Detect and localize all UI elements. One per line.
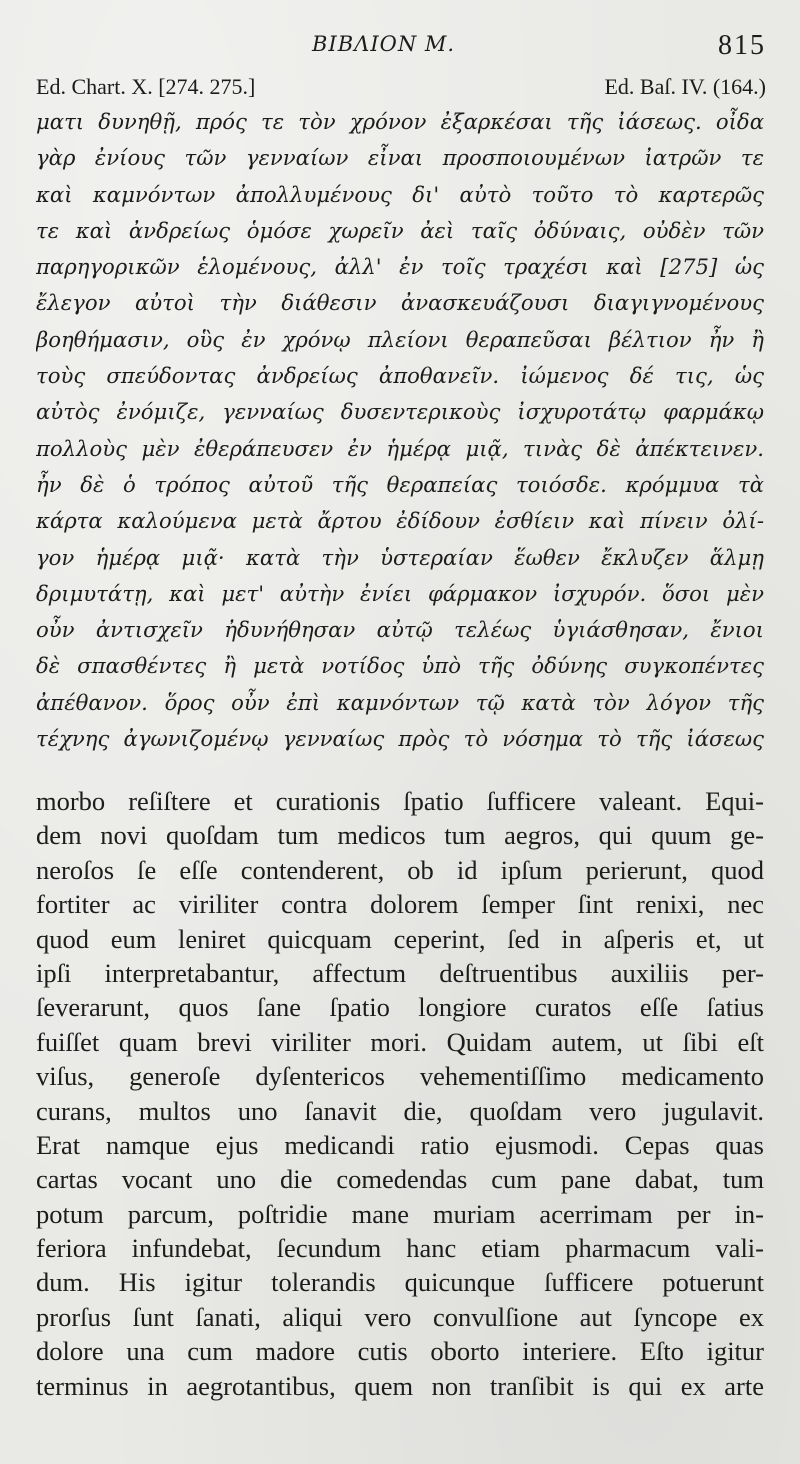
latin-line: dolore una cum madore cutis oborto interiere. Eſto igitur [36,1336,764,1367]
greek-line: ματι δυνηθῇ, πρός τε τὸν χρόνον ἐξαρκέσαι τῆς ἰάσεως. οἶδα [36,109,764,134]
greek-text-block [36,104,764,757]
greek-line: κάρτα καλούμενα μετὰ ἄρτου ἐδίδουν ἐσθίειν καὶ πίνειν ὀλί- [36,508,764,534]
greek-line: βοηθήμασιν, οὓς ἐν χρόνῳ πλείονι θεραπεῦσαι βέλτιον ἦν ἢ [36,326,764,352]
latin-line: viſus, generoſe dyſentericos vehementiſſimo medicamento [36,1061,764,1092]
latin-line: potum parcum, poſtridie mane muriam acerrimam per in- [36,1198,764,1229]
greek-line: ἀπέθανον. ὅρος οὖν ἐπὶ καμνόντων τῷ κατὰ τὸν λόγον τῆς [36,689,764,715]
latin-line: terminus in aegrotantibus, quem non tranſibit is qui ex arte [36,1370,764,1401]
greek-line: γον ἡμέρᾳ μιᾷ· κατὰ τὴν ὑστεραίαν ἕωθεν ἔκλυζεν ἅλμῃ [36,544,764,570]
greek-line: καὶ καμνόντων ἀπολλυμένους δι' αὐτὸ τοῦτο τὸ καρτερῶς [36,181,764,207]
latin-line: dem novi quoſdam tum medicos tum aegros, qui quum ge- [36,820,764,851]
greek-line: αὐτὸς ἐνόμιζε, γενναίως δυσεντερικοὺς ἰσχυροτάτῳ φαρμάκῳ [36,399,764,425]
running-title: ΒΙΒΛΙΟΝ Μ. [312,32,456,56]
page-number: 815 [718,30,766,61]
edition-chartier: Ed. Chart. X. [274. 275.] [36,74,256,99]
greek-line: οὖν ἀντισχεῖν ἠδυνήθησαν αὐτῷ τελέως ὑγιάσθησαν, ἔνιοι [36,617,764,643]
running-head [0,26,800,66]
latin-line: quod eum leniret quicquam ceperint, ſed in aſperis et, ut [36,923,764,954]
greek-line: δριμυτάτῃ, καὶ μετ' αὐτὴν ἐνίει φάρμακον ἰσχυρόν. ὅσοι μὲν [36,580,764,606]
latin-line: fortiter ac viriliter contra dolorem ſemper ſint renixi, nec [36,889,764,920]
latin-line: ipſi interpretabantur, affectum deſtruentibus auxiliis per- [36,957,764,988]
edition-basel: Ed. Baſ. IV. (164.) [604,74,766,99]
latin-line: neroſos ſe eſſe contenderent, ob id ipſum perierunt, quod [36,854,764,885]
greek-line: τε καὶ ἀνδρείως ὁμόσε χωρεῖν ἀεὶ ταῖς ὀδύναις, οὐδὲν τῶν [36,217,764,243]
greek-line: παρηγορικῶν ἑλομένους, ἀλλ' ἐν τοῖς τραχέσι καὶ [275] ὡς [36,254,764,280]
latin-line: prorſus ſunt ſanati, aliqui vero convulſione aut ſyncope ex [36,1301,764,1332]
latin-line: ſeverarunt, quos ſane ſpatio longiore curatos eſſe ſatius [36,992,764,1023]
latin-line: fuiſſet quam brevi viriliter mori. Quidam autem, ut ſibi eſt [36,1026,764,1057]
greek-line: τέχνης ἀγωνιζομένῳ γενναίως πρὸς τὸ νόσημα τὸ τῆς ἰάσεως [36,726,764,752]
greek-line: ἔλεγον αὐτοὶ τὴν διάθεσιν ἀνασκευάζουσι διαγιγνομένους [36,290,764,316]
edition-reference-line [36,74,766,104]
latin-line: morbo reſiſtere et curationis ſpatio ſufficere valeant. Equi- [36,786,764,816]
greek-line: δὲ σπασθέντες ἢ μετὰ νοτίδος ὑπὸ τῆς ὀδύνης συγκοπέντες [36,653,764,679]
greek-line: τοὺς σπεύδοντας ἀνδρείως ἀποθανεῖν. ἰώμενος δέ τις, ὡς [36,363,764,389]
greek-line: πολλοὺς μὲν ἐθεράπευσεν ἐν ἡμέρᾳ μιᾷ, τινὰς δὲ ἀπέκτεινεν. [36,435,764,461]
greek-line: γὰρ ἐνίους τῶν γενναίων εἶναι προσποιουμένων ἰατρῶν τε [36,145,764,171]
latin-line: feriora infundebat, ſecundum hanc etiam pharmacum vali- [36,1233,764,1264]
latin-line: cartas vocant uno die comedendas cum pane dabat, tum [36,1164,764,1195]
latin-line: curans, multos uno ſanavit die, quoſdam vero jugulavit. [36,1095,764,1126]
latin-line: Erat namque ejus medicandi ratio ejusmodi. Cepas quas [36,1129,764,1160]
greek-line: ἦν δὲ ὁ τρόπος αὐτοῦ τῆς θεραπείας τοιόσδε. κρόμμυα τὰ [36,471,764,497]
latin-text-block [36,784,764,1403]
latin-line: dum. His igitur tolerandis quicunque ſufficere potuerunt [36,1267,764,1298]
